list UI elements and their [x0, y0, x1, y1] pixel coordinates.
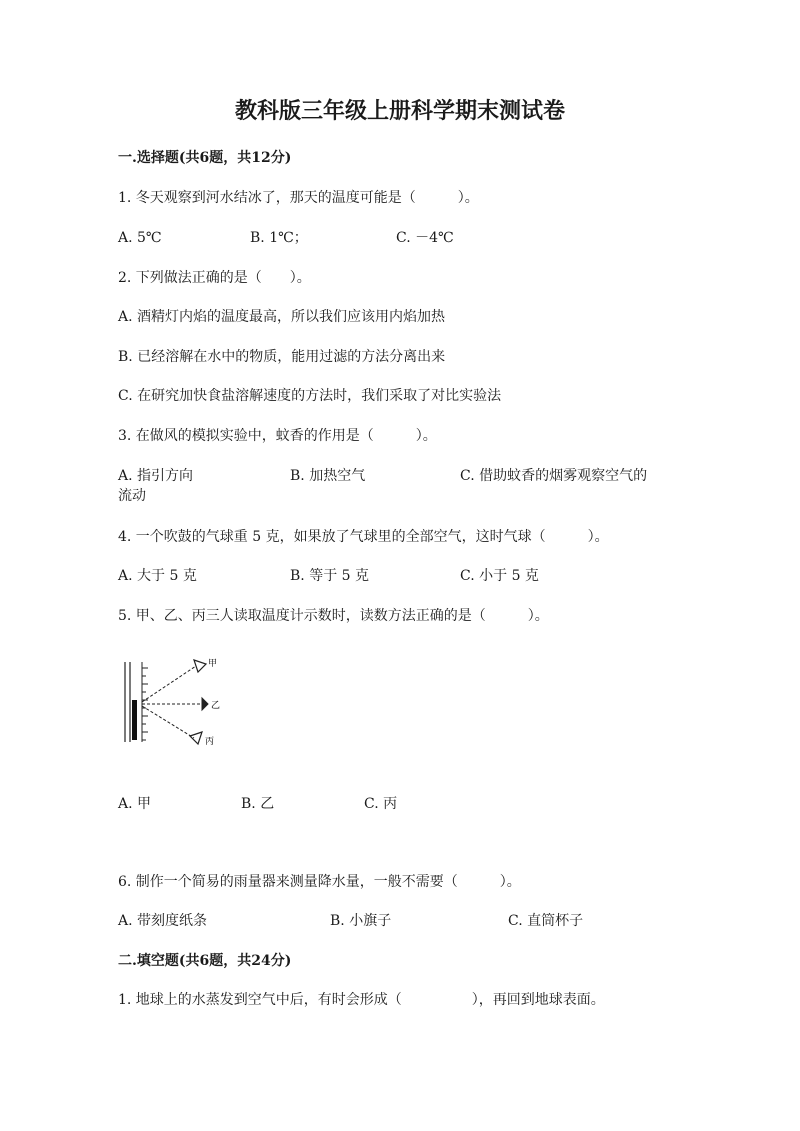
question-6-option-b: B. 小旗子	[330, 913, 392, 929]
question-2-stem: 2. 下列做法正确的是（ ）。	[118, 270, 311, 286]
question-2-option-b: B. 已经溶解在水中的物质，能用过滤的方法分离出来	[118, 349, 446, 365]
question-1-stem: 1. 冬天观察到河水结冰了，那天的温度可能是（ ）。	[118, 190, 479, 206]
question-1-option-b: B. 1℃；	[250, 230, 308, 246]
question-3-option-c-continued: 流动	[118, 488, 146, 504]
fill-question-1-stem: 1. 地球上的水蒸发到空气中后，有时会形成（ ），再回到地球表面。	[118, 992, 605, 1008]
thermometer-reading-figure	[118, 656, 238, 752]
figure-label-bing: 丙	[205, 737, 215, 747]
question-5-stem: 5. 甲、乙、丙三人读取温度计示数时，读数方法正确的是（ ）。	[118, 608, 549, 624]
question-6-option-a: A. 带刻度纸条	[118, 913, 208, 929]
question-3-option-c: C. 借助蚊香的烟雾观察空气的	[460, 468, 648, 484]
question-3-option-a: A. 指引方向	[118, 468, 194, 484]
question-3-stem: 3. 在做风的模拟实验中，蚊香的作用是（ ）。	[118, 428, 437, 444]
eye-bing-icon	[190, 732, 202, 744]
section-heading-choice: 一.选择题(共6题，共12分)	[118, 150, 292, 166]
question-4-stem: 4. 一个吹鼓的气球重 5 克，如果放了气球里的全部空气，这时气球（ ）。	[118, 529, 609, 545]
eye-jia-icon	[194, 660, 206, 672]
liquid-column	[132, 700, 137, 740]
question-3-option-b: B. 加热空气	[290, 468, 366, 484]
section-heading-fill-in: 二.填空题(共6题，共24分)	[118, 953, 292, 969]
question-2-option-c: C. 在研究加快食盐溶解速度的方法时，我们采取了对比实验法	[118, 388, 502, 404]
question-4-option-c: C. 小于 5 克	[460, 568, 539, 584]
thermometer-diagram	[118, 656, 238, 752]
question-5-option-a: A. 甲	[118, 796, 152, 812]
page-title: 教科版三年级上册科学期末测试卷	[234, 98, 565, 124]
question-5-option-b: B. 乙	[241, 796, 275, 812]
question-6-stem: 6. 制作一个简易的雨量器来测量降水量，一般不需要（ ）。	[118, 874, 521, 890]
question-1-option-a: A. 5℃	[118, 230, 162, 246]
question-1-option-c: C. －4℃	[396, 230, 454, 246]
question-2-option-a: A. 酒精灯内焰的温度最高，所以我们应该用内焰加热	[118, 309, 446, 325]
question-4-option-a: A. 大于 5 克	[118, 568, 197, 584]
figure-label-yi: 乙	[211, 701, 221, 711]
question-4-option-b: B. 等于 5 克	[290, 568, 369, 584]
question-6-option-c: C. 直筒杯子	[508, 913, 584, 929]
eye-yi-icon	[202, 698, 208, 710]
question-5-option-c: C. 丙	[364, 796, 398, 812]
figure-label-jia: 甲	[208, 659, 218, 669]
